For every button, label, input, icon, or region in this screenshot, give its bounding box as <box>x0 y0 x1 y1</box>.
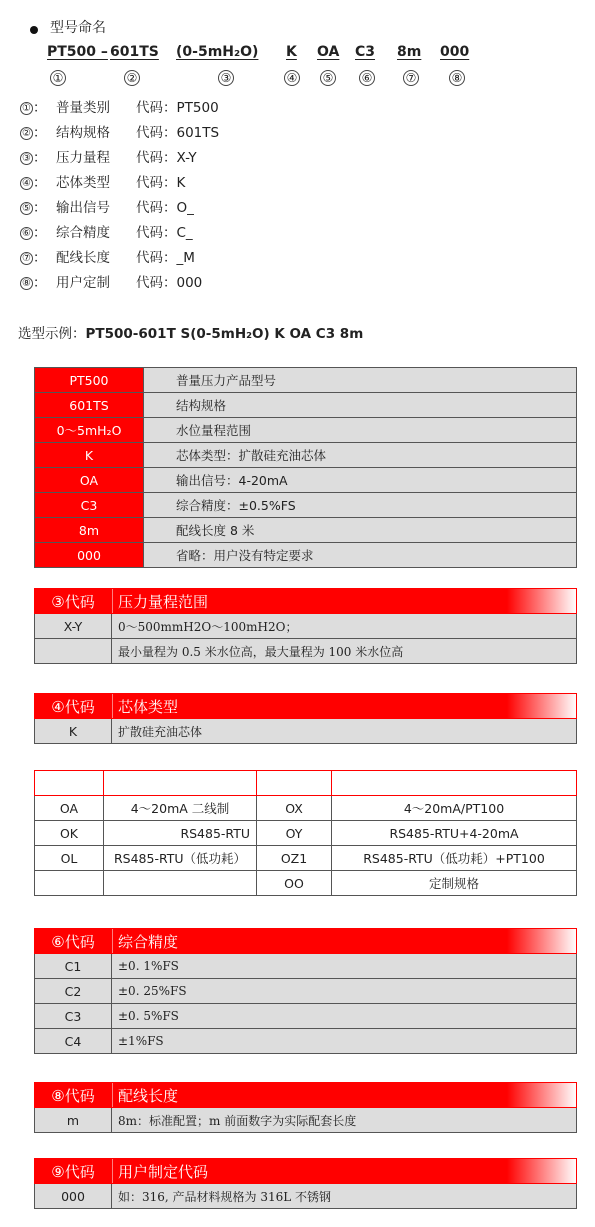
table-cell: 输出信号：4-20mA <box>144 468 577 493</box>
legend-row: ⑥ ： 综合精度 代码：C_ <box>20 221 47 241</box>
table-cell: 601TS <box>35 393 144 418</box>
table-cell: C3 <box>35 1004 112 1029</box>
number-circle: ③ <box>20 152 33 165</box>
table-cell: ⑤代码 <box>257 771 332 796</box>
table-row <box>35 518 577 543</box>
legend-row: ② ： 结构规格 代码：601TS <box>20 121 47 141</box>
table-cell: ±0. 25%FS <box>112 979 577 1004</box>
table-row <box>35 493 577 518</box>
table-cell: 普量压力产品型号 <box>144 368 577 393</box>
table-cell: OX <box>257 796 332 821</box>
table-row <box>35 468 577 493</box>
legend-code: 代码：K <box>136 175 186 191</box>
table-cell: 芯体类型：扩散硅充油芯体 <box>144 443 577 468</box>
table-row <box>35 929 577 954</box>
number-circle: ⑥ <box>20 227 33 240</box>
table-cell: RS485-RTU <box>104 821 257 846</box>
number-circle: ⑥ <box>359 70 375 86</box>
number-circle: ⑦ <box>403 70 419 86</box>
number-circle: ③ <box>218 70 234 86</box>
table-cell: X-Y <box>35 614 112 639</box>
table-cell: m <box>35 1108 112 1133</box>
table-cell: ⑤代码 <box>35 771 104 796</box>
table-row <box>35 639 577 664</box>
legend-name: 综合精度 <box>56 225 110 241</box>
table-cell <box>35 639 112 664</box>
table-cell: OA <box>35 468 144 493</box>
table-cell: RS485-RTU+4-20mA <box>332 821 577 846</box>
table-cell: 水位量程范围 <box>144 418 577 443</box>
number-circle: ② <box>20 127 33 140</box>
table-row <box>35 694 577 719</box>
table-cell: 定制规格 <box>332 871 577 896</box>
table-cell: 000 <box>35 543 144 568</box>
model-part: 8m <box>397 44 422 60</box>
number-circle: ① <box>50 70 66 86</box>
example-value: PT500-601T S(0-5mH₂O) K OA C3 8m <box>85 326 364 342</box>
legend-name: 输出信号 <box>56 200 110 216</box>
table-row <box>35 954 577 979</box>
table-row <box>35 719 577 744</box>
table-cell: K <box>35 443 144 468</box>
table-cell: 配线长度 <box>112 1083 577 1108</box>
table-cell: OZ1 <box>257 846 332 871</box>
table-cell: 000 <box>35 1184 112 1209</box>
table-cell: 输出信号 <box>104 771 257 796</box>
legend-code: 代码：PT500 <box>136 100 219 116</box>
legend-code: 代码：_M <box>136 250 195 266</box>
custom-table <box>34 1158 577 1209</box>
table-cell: OL <box>35 846 104 871</box>
legend-code: 代码：X-Y <box>136 150 197 166</box>
table-row <box>35 589 577 614</box>
table-cell <box>104 871 257 896</box>
legend-name: 用户定制 <box>56 275 110 291</box>
table-cell: PT500 <box>35 368 144 393</box>
legend-code: 代码：C_ <box>136 225 193 241</box>
bullet-icon <box>30 26 38 34</box>
number-circle: ④ <box>20 177 33 190</box>
table-cell: 综合精度 <box>112 929 577 954</box>
table-row <box>35 796 577 821</box>
number-circle: ② <box>124 70 140 86</box>
table-row <box>35 1184 577 1209</box>
table-cell: ③代码 <box>35 589 112 614</box>
table-row <box>35 443 577 468</box>
number-circle: ⑤ <box>20 202 33 215</box>
table-cell <box>35 871 104 896</box>
legend-code: 代码：601TS <box>136 125 220 141</box>
table-row <box>35 418 577 443</box>
table-cell: ±0. 1%FS <box>112 954 577 979</box>
table-cell: 省略：用户没有特定要求 <box>144 543 577 568</box>
table-row <box>35 846 577 871</box>
table-cell: 4～20mA/PT100 <box>332 796 577 821</box>
table-cell: 扩散硅充油芯体 <box>112 719 577 744</box>
number-circle: ① <box>20 102 33 115</box>
table-cell: C1 <box>35 954 112 979</box>
model-part: C3 <box>355 44 376 60</box>
number-circle: ④ <box>284 70 300 86</box>
table-cell: 8m <box>35 518 144 543</box>
table-row <box>35 543 577 568</box>
section-heading: 型号命名 <box>50 20 106 36</box>
table-cell: ⑨代码 <box>35 1159 112 1184</box>
accuracy-table <box>34 928 577 1054</box>
table-row <box>35 871 577 896</box>
table-row <box>35 1159 577 1184</box>
model-part: 000 <box>440 44 470 60</box>
table-cell: ±1%FS <box>112 1029 577 1054</box>
table-row <box>35 979 577 1004</box>
table-cell: 配线长度 8 米 <box>144 518 577 543</box>
model-part: (0-5mH₂O) <box>176 44 259 60</box>
table-cell: RS485-RTU（低功耗）+PT100 <box>332 846 577 871</box>
legend-row: ① ： 普量类别 代码：PT500 <box>20 96 47 116</box>
legend-row: ⑧ ： 用户定制 代码：000 <box>20 271 47 291</box>
table-row <box>35 368 577 393</box>
model-part: OA <box>317 44 340 60</box>
table-row <box>35 1108 577 1133</box>
number-circle: ⑤ <box>320 70 336 86</box>
output-table <box>34 770 577 896</box>
table-cell: K <box>35 719 112 744</box>
table-cell: 综合精度：±0.5%FS <box>144 493 577 518</box>
legend-code: 代码：000 <box>136 275 203 291</box>
number-circle: ⑦ <box>20 252 33 265</box>
number-circle: ⑧ <box>20 277 33 290</box>
number-circle: ⑧ <box>449 70 465 86</box>
table-cell: RS485-RTU（低功耗） <box>104 846 257 871</box>
table-cell: C3 <box>35 493 144 518</box>
summary-table <box>34 367 577 568</box>
legend-row: ⑤ ： 输出信号 代码：O_ <box>20 196 47 216</box>
table-cell: 8m：标准配置；m 前面数字为实际配套长度 <box>112 1108 577 1133</box>
table-cell: 0～5mH₂O <box>35 418 144 443</box>
table-cell: C4 <box>35 1029 112 1054</box>
table-cell: 用户制定代码 <box>112 1159 577 1184</box>
table-cell: 4～20mA 二线制 <box>104 796 257 821</box>
table-cell: 芯体类型 <box>112 694 577 719</box>
table-cell: ④代码 <box>35 694 112 719</box>
legend-code: 代码：O_ <box>136 200 194 216</box>
table-cell: OA <box>35 796 104 821</box>
table-cell: OY <box>257 821 332 846</box>
model-part: K <box>286 44 297 60</box>
table-row <box>35 614 577 639</box>
table-cell: OK <box>35 821 104 846</box>
legend-row: ④ ： 芯体类型 代码：K <box>20 171 47 191</box>
table-cell: 0～500mmH2O～100mH2O； <box>112 614 577 639</box>
example-label: 选型示例： <box>18 326 86 342</box>
legend-name: 结构规格 <box>56 125 110 141</box>
length-table <box>34 1082 577 1133</box>
table-cell: ⑧代码 <box>35 1083 112 1108</box>
legend-name: 普量类别 <box>56 100 110 116</box>
table-row <box>35 1083 577 1108</box>
table-row <box>35 771 577 796</box>
table-cell: ⑥代码 <box>35 929 112 954</box>
table-cell: 如：316, 产品材料规格为 316L 不锈钢 <box>112 1184 577 1209</box>
legend-row: ③ ： 压力量程 代码：X-Y <box>20 146 47 166</box>
table-cell: 压力量程范围 <box>112 589 577 614</box>
table-cell: ±0. 5%FS <box>112 1004 577 1029</box>
range-table <box>34 588 577 664</box>
table-row <box>35 1029 577 1054</box>
legend-name: 芯体类型 <box>56 175 110 191</box>
table-row <box>35 821 577 846</box>
legend-row: ⑦ ： 配线长度 代码：_M <box>20 246 47 266</box>
table-cell: 输出信号 <box>332 771 577 796</box>
core-table <box>34 693 577 744</box>
table-cell: 结构规格 <box>144 393 577 418</box>
table-cell: C2 <box>35 979 112 1004</box>
table-row <box>35 393 577 418</box>
table-cell: 最小量程为 0.5 米水位高，最大量程为 100 米水位高 <box>112 639 577 664</box>
table-row <box>35 1004 577 1029</box>
legend-name: 配线长度 <box>56 250 110 266</box>
example-line <box>18 322 363 342</box>
table-cell: OO <box>257 871 332 896</box>
model-part: 601TS <box>110 44 159 60</box>
legend-name: 压力量程 <box>56 150 110 166</box>
model-part: PT500 – <box>47 44 108 60</box>
